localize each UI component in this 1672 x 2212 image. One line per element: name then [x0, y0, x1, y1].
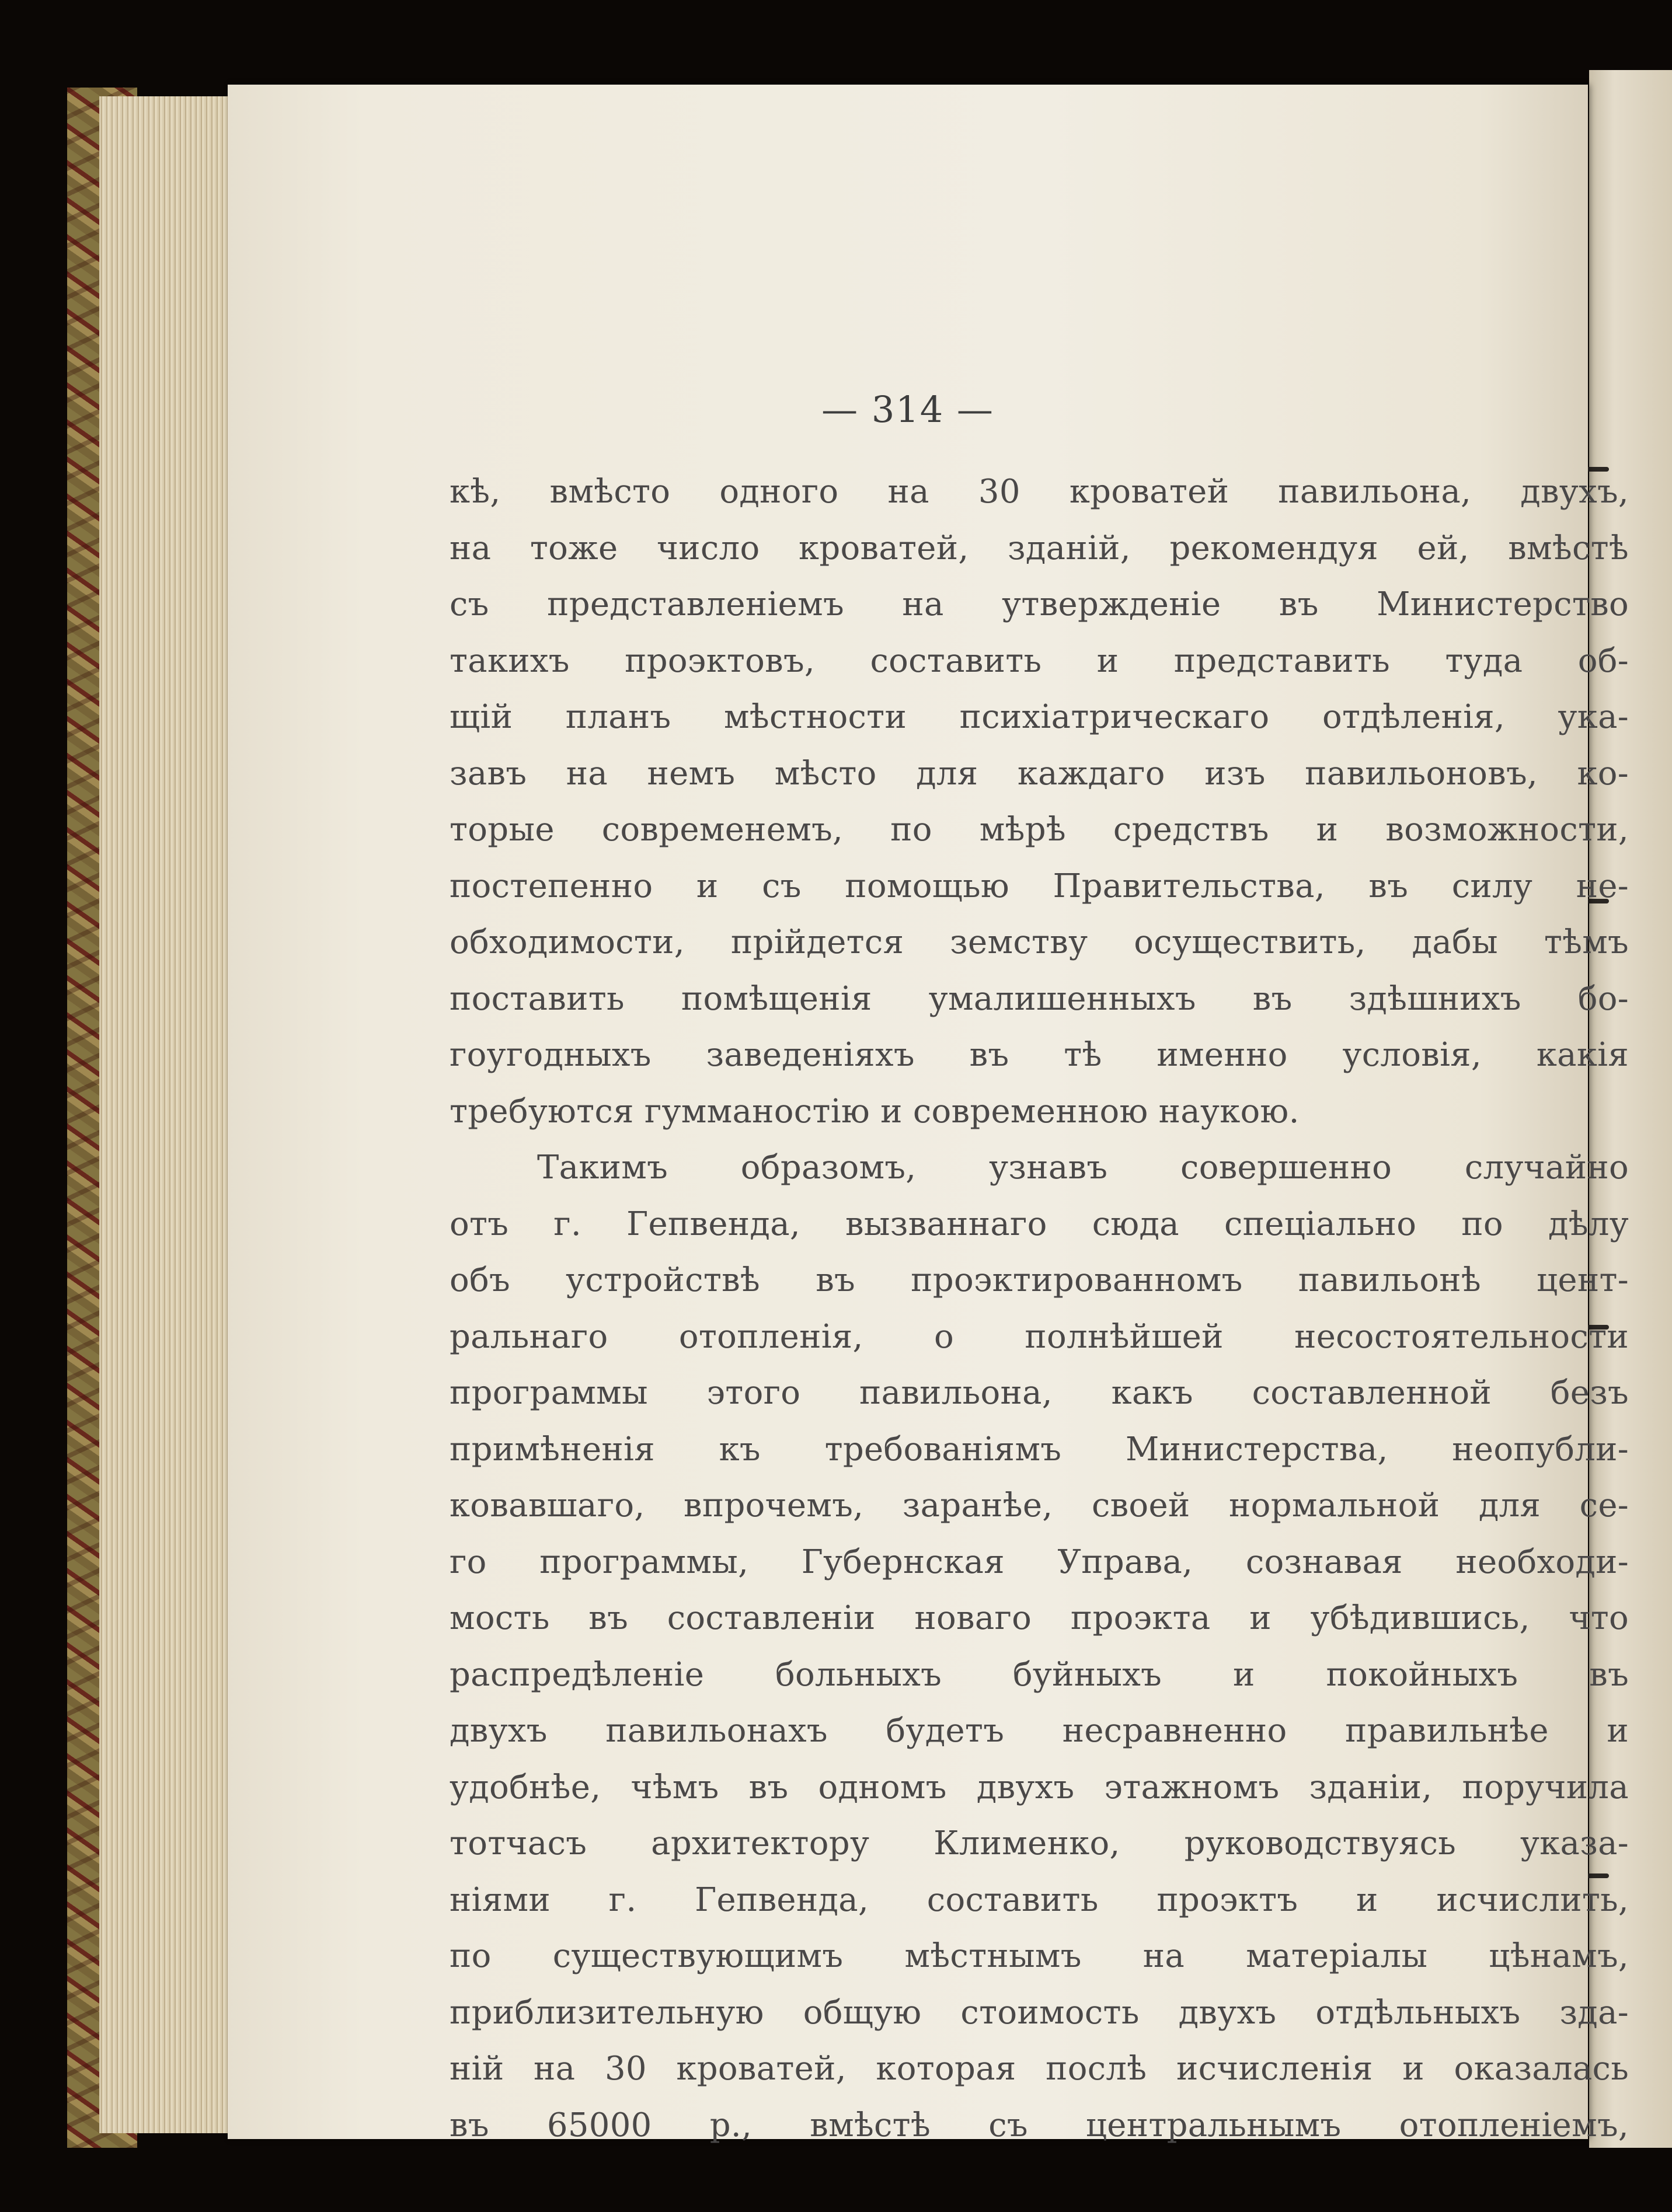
text-line: завъ на немъ мѣсто для каждаго изъ павильоновъ, ко- — [450, 754, 1629, 793]
text-line: на тоже число кроватей, зданій, рекомендуя ей, вмѣстѣ — [450, 529, 1629, 567]
page-edges — [99, 96, 239, 2133]
text-line: распредѣленіе больныхъ буйныхъ и покойныхъ въ — [450, 1655, 1629, 1694]
text-line: кѣ, вмѣсто одного на 30 кроватей павильона, двухъ, — [450, 473, 1629, 511]
text-line: поставить помѣщенія умалишенныхъ въ здѣшнихъ бо- — [450, 979, 1629, 1018]
text-line: съ представленіемъ на утвержденіе въ Министерство — [450, 585, 1629, 623]
text-line: ній на 30 кроватей, которая послѣ исчисленія и оказалась — [450, 2050, 1629, 2088]
text-line: программы этого павильона, какъ составленной безъ — [450, 1374, 1629, 1412]
text-line: примѣненія къ требованіямъ Министерства, неопубли- — [450, 1430, 1629, 1468]
text-line: въ 65000 р., вмѣстѣ съ центральнымъ отопленіемъ, — [450, 2106, 1629, 2144]
text-line: отъ г. Гепвенда, вызваннаго сюда спеціально по дѣлу — [450, 1205, 1629, 1243]
text-line: тотчасъ архитектору Клименко, руководствуясь указа- — [450, 1824, 1629, 1862]
text-line: мость въ составленіи новаго проэкта и убѣдившись, что — [450, 1599, 1629, 1637]
text-line: приблизительную общую стоимость двухъ отдѣльныхъ зда- — [450, 1993, 1629, 2032]
text-line: ковавшаго, впрочемъ, заранѣе, своей нормальной для се- — [450, 1487, 1629, 1524]
text-line: гоугодныхъ заведеніяхъ въ тѣ именно условія, какія — [450, 1036, 1629, 1074]
text-line: ральнаго отопленія, о полнѣйшей несостоятельности — [450, 1317, 1629, 1356]
text-line: го программы, Губернская Управа, сознавая необходи- — [450, 1543, 1629, 1581]
page-number: — 314 — — [821, 388, 994, 431]
text-line: по существующимъ мѣстнымъ на матеріалы цѣнамъ, — [450, 1937, 1629, 1975]
text-line: двухъ павильонахъ будетъ несравненно правильнѣе и — [450, 1712, 1629, 1750]
text-line: обходимости, прійдется земству осуществить, дабы тѣмъ — [450, 923, 1629, 961]
text-line: торые современемъ, по мѣрѣ средствъ и возможности, — [450, 811, 1629, 849]
text-line: требуются гумманостію и современною наукою. — [450, 1092, 1300, 1131]
text-line: постепенно и съ помощью Правительства, въ силу не- — [450, 867, 1629, 905]
text-line: такихъ проэктовъ, составить и представить туда об- — [450, 641, 1629, 680]
text-line: объ устройствѣ въ проэктированномъ павильонѣ цент- — [450, 1261, 1629, 1299]
text-line: Такимъ образомъ, узнавъ совершенно случайно — [537, 1149, 1629, 1187]
book-page — [228, 85, 1629, 2144]
page-body-text — [450, 464, 1629, 2154]
text-line: ніями г. Гепвенда, составить проэктъ и исчислить, — [450, 1880, 1629, 1919]
text-line: щій планъ мѣстности психіатрическаго отдѣленія, ука- — [450, 698, 1629, 736]
text-line: удобнѣе, чѣмъ въ одномъ двухъ этажномъ зданіи, поручила — [450, 1768, 1629, 1806]
